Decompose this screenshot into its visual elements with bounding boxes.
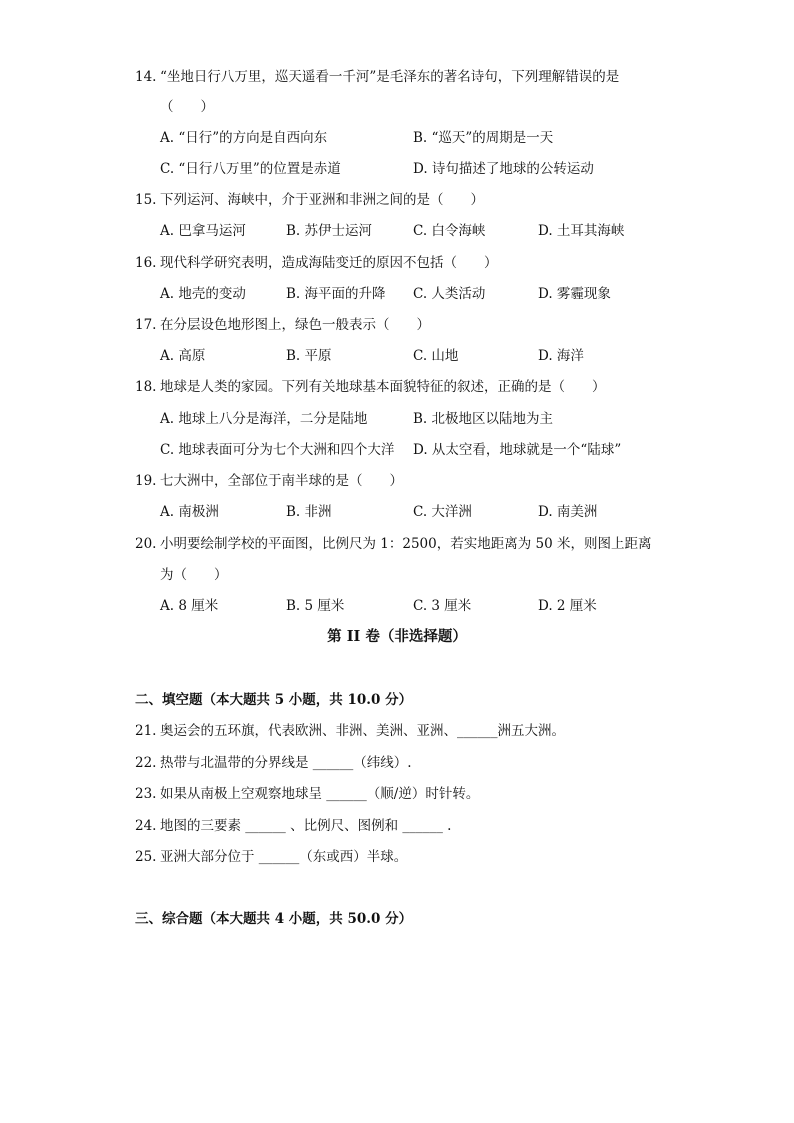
question-text-cont: 为（ ） — [160, 567, 228, 583]
question-text: 在分层设色地形图上，绿色一般表示（ ） — [160, 317, 430, 333]
option-d: D. 土耳其海峡 — [538, 223, 625, 239]
section-heading: 二、填空题（本大题共 5 小题，共 10.0 分） — [135, 692, 413, 708]
question-text: 热带与北温带的分界线是 ______（纬线）. — [160, 755, 412, 771]
option-b: B. 海平面的升降 — [286, 286, 386, 302]
question-text: “坐地日行八万里，巡天遥看一千河”是毛泽东的著名诗句，下列理解错误的是 — [160, 69, 620, 85]
question-text: 如果从南极上空观察地球呈 ______（顺/逆）时针转。 — [160, 786, 480, 802]
question-text: 奥运会的五环旗，代表欧洲、非洲、美洲、亚洲、______洲五大洲。 — [160, 723, 565, 739]
question-number: 15. — [135, 192, 157, 208]
question-text: 地球是人类的家园。下列有关地球基本面貌特征的叙述，正确的是（ ） — [160, 379, 606, 395]
question-number: 14. — [135, 69, 157, 85]
option-a: A. 8 厘米 — [160, 598, 219, 614]
question-text: 七大洲中，全部位于南半球的是（ ） — [160, 473, 403, 489]
option-a: A. 南极洲 — [160, 504, 219, 520]
question-number: 20. — [135, 536, 157, 552]
option-d: D. 2 厘米 — [538, 598, 597, 614]
option-a: A. 地球上八分是海洋，二分是陆地 — [160, 411, 368, 427]
question-number: 25. — [135, 849, 157, 865]
part-title: 第 II 卷（非选择题） — [327, 628, 467, 645]
option-a: A. 巴拿马运河 — [160, 223, 246, 239]
option-c: C. 地球表面可分为七个大洲和四个大洋 — [160, 442, 395, 458]
option-c: C. 白令海峡 — [413, 223, 486, 239]
question-number: 18. — [135, 379, 157, 395]
question-number: 17. — [135, 317, 157, 333]
option-d: D. 诗句描述了地球的公转运动 — [413, 161, 594, 177]
option-b: B. 5 厘米 — [286, 598, 345, 614]
option-b: B. “巡天”的周期是一天 — [413, 130, 554, 146]
option-c: C. “日行八万里”的位置是赤道 — [160, 161, 341, 177]
question-number: 24. — [135, 818, 157, 834]
option-b: B. 北极地区以陆地为主 — [413, 411, 554, 427]
question-text-cont: （ ） — [160, 99, 214, 115]
question-text: 亚洲大部分位于 ______（东或西）半球。 — [160, 849, 408, 865]
option-c: C. 人类活动 — [413, 286, 486, 302]
question-text: 小明要绘制学校的平面图，比例尺为 1：2500，若实地距离为 50 米，则图上距离 — [160, 536, 652, 552]
option-d: D. 南美洲 — [538, 504, 598, 520]
option-b: B. 平原 — [286, 348, 332, 364]
question-number: 21. — [135, 723, 157, 739]
option-a: A. “日行”的方向是自西向东 — [160, 130, 328, 146]
section-heading: 三、综合题（本大题共 4 小题，共 50.0 分） — [135, 911, 413, 927]
option-c: C. 山地 — [413, 348, 459, 364]
option-d: D. 雾霾现象 — [538, 286, 611, 302]
question-text: 现代科学研究表明，造成海陆变迁的原因不包括（ ） — [160, 255, 498, 271]
option-a: A. 地壳的变动 — [160, 286, 246, 302]
option-c: C. 3 厘米 — [413, 598, 472, 614]
option-d: D. 从太空看，地球就是一个“陆球” — [413, 442, 622, 458]
option-b: B. 非洲 — [286, 504, 332, 520]
question-number: 16. — [135, 255, 157, 271]
option-b: B. 苏伊士运河 — [286, 223, 373, 239]
question-number: 23. — [135, 786, 157, 802]
question-number: 22. — [135, 755, 157, 771]
option-c: C. 大洋洲 — [413, 504, 472, 520]
option-a: A. 高原 — [160, 348, 206, 364]
question-text: 下列运河、海峡中，介于亚洲和非洲之间的是（ ） — [160, 192, 484, 208]
question-text: 地图的三要素 ______ 、比例尺、图例和 ______ . — [160, 818, 452, 834]
option-d: D. 海洋 — [538, 348, 584, 364]
question-number: 19. — [135, 473, 157, 489]
